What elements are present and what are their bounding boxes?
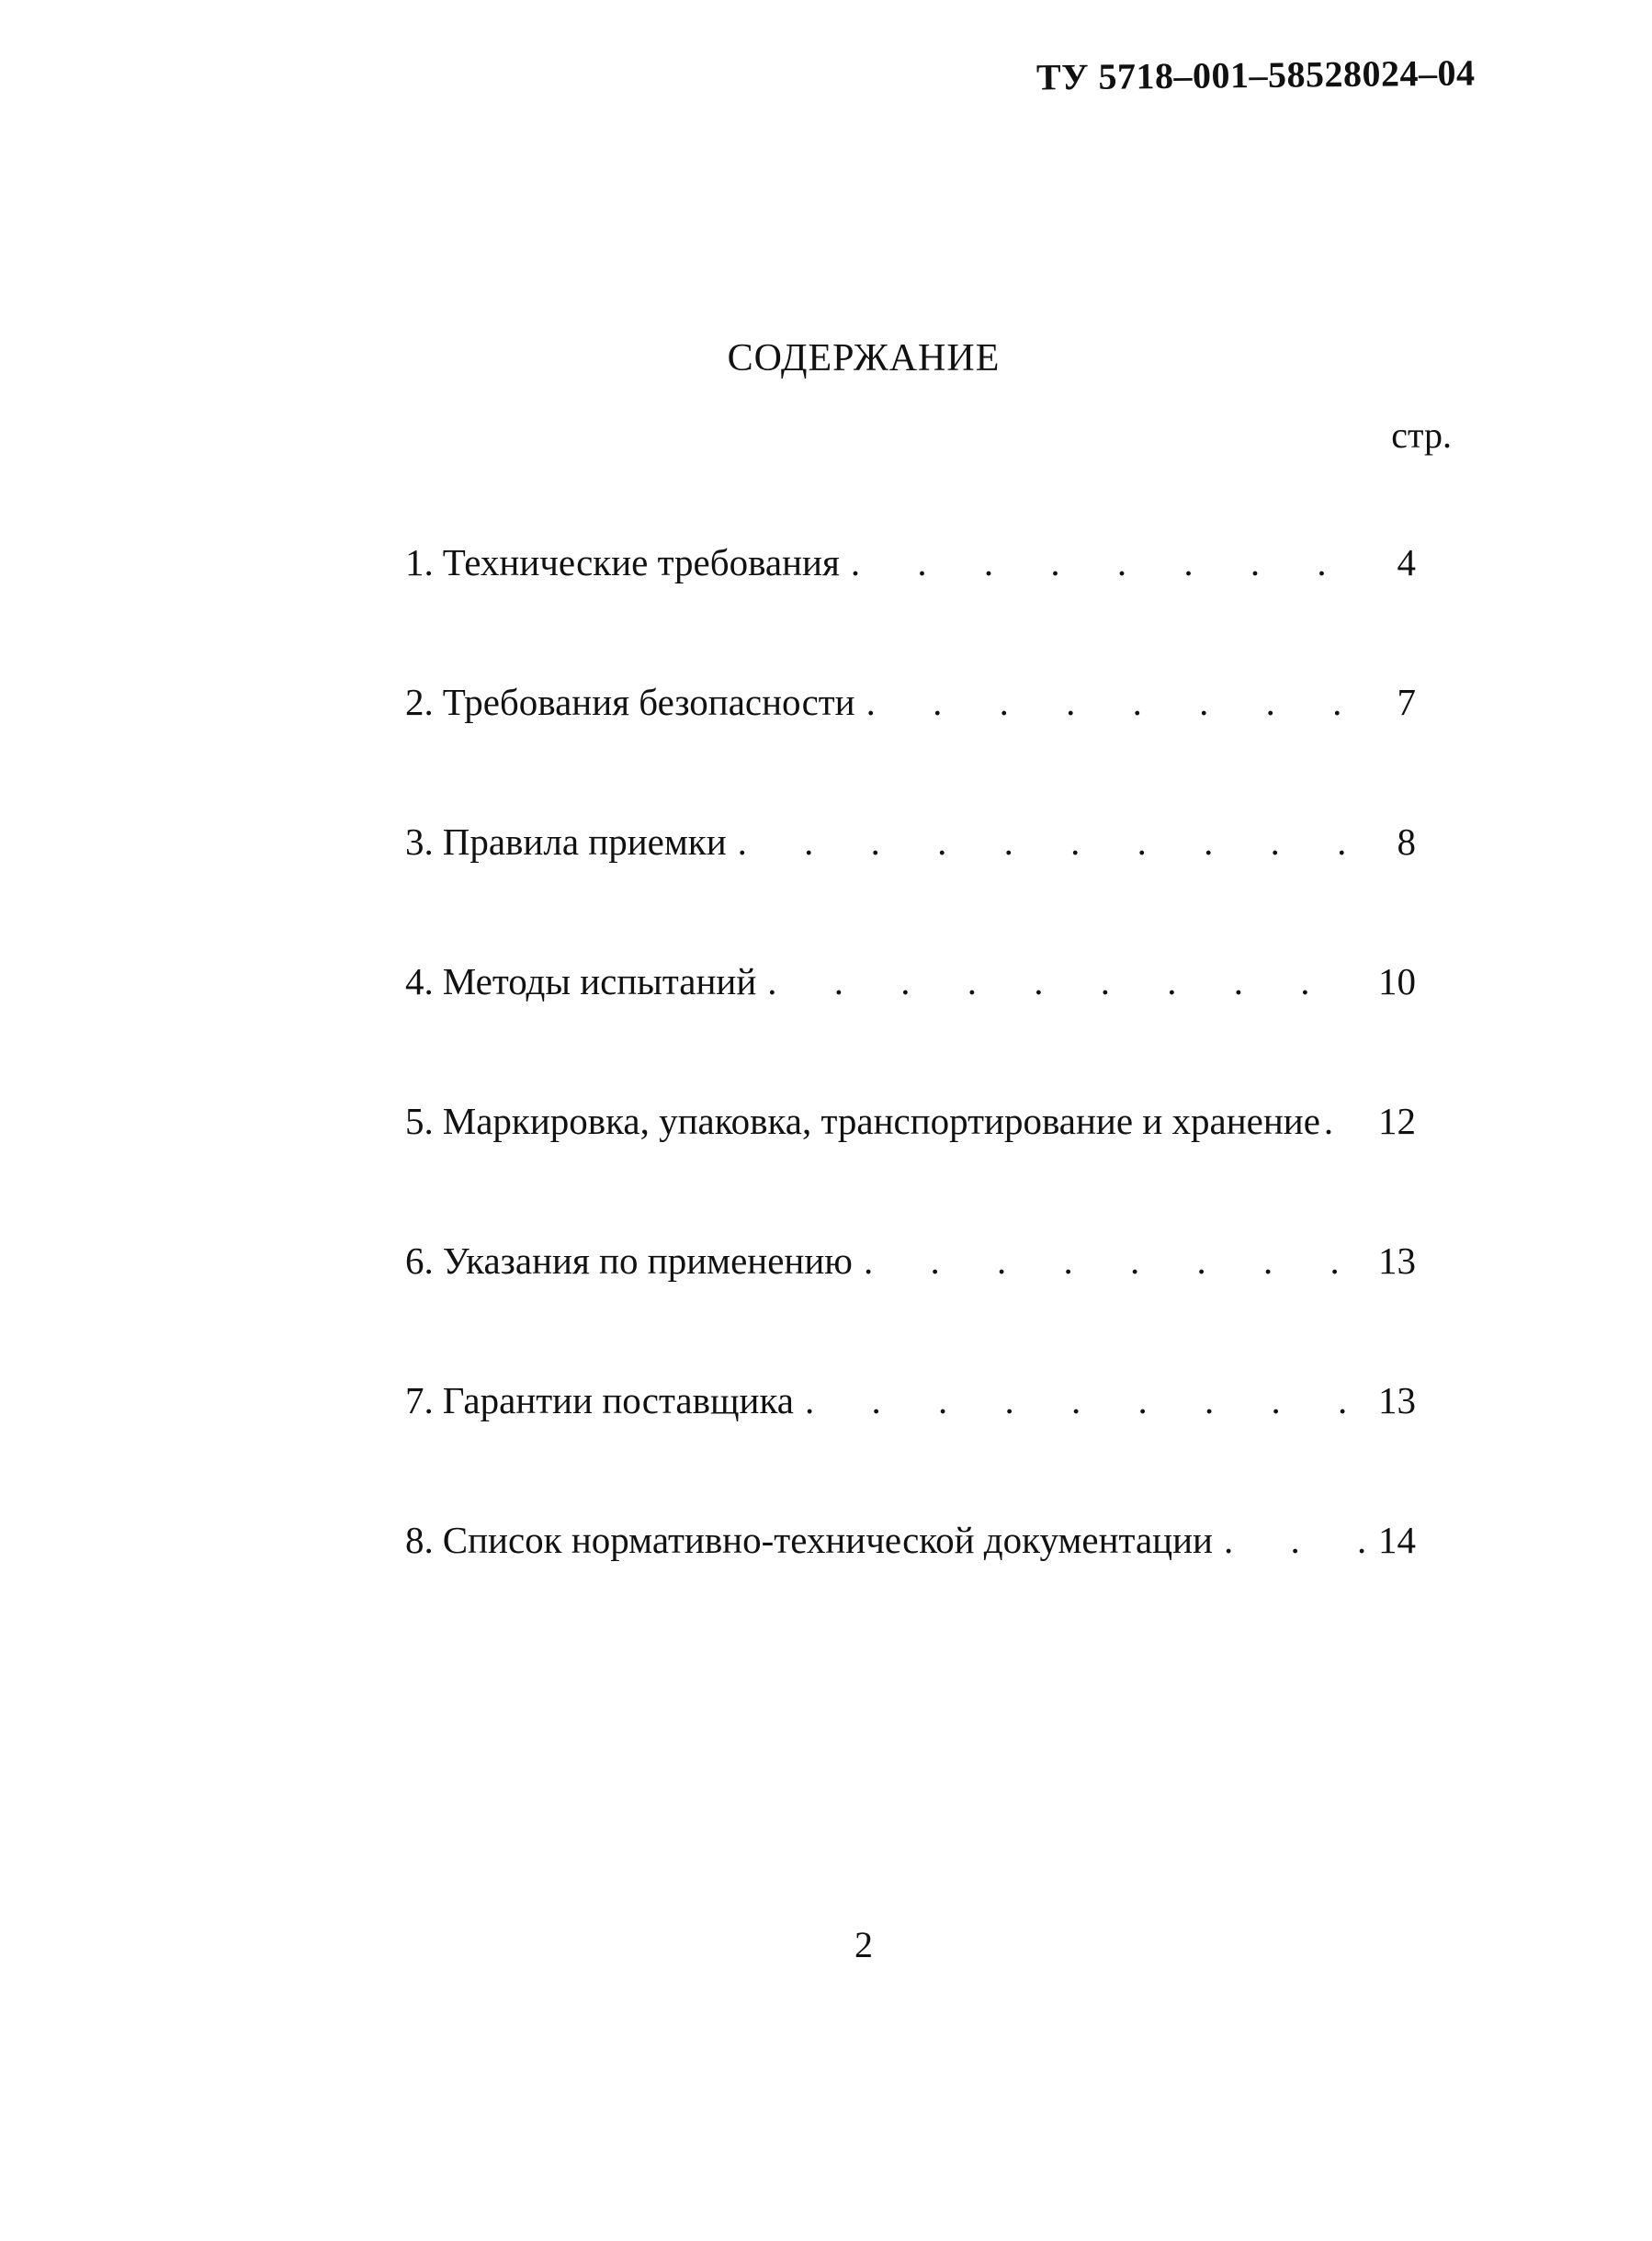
dot-leader — [805, 1378, 1368, 1422]
toc-entry — [405, 540, 1416, 680]
toc-entry-page: 10 — [1378, 960, 1416, 1002]
dot-leader — [1224, 1518, 1368, 1562]
page-column-label: стр. — [1391, 414, 1452, 456]
toc-entry-page: 13 — [1378, 1379, 1416, 1421]
toc-entry-label: Правила приемки — [442, 821, 727, 863]
toc-entry-number: 4. — [405, 960, 434, 1002]
toc-entry — [405, 959, 1416, 1099]
toc-entry-page: 12 — [1378, 1100, 1416, 1142]
toc-entry-page: 14 — [1378, 1519, 1416, 1561]
toc-entry-number: 8. — [405, 1519, 434, 1561]
toc-entry-number: 5. — [405, 1100, 434, 1142]
toc-entry-page: 13 — [1378, 1239, 1416, 1282]
toc-entry-label: Список нормативно-технической документации — [442, 1519, 1213, 1561]
toc-entry — [405, 1518, 1416, 1658]
toc-entry — [405, 680, 1416, 820]
toc-entry — [405, 1239, 1416, 1378]
dot-leader — [1324, 1099, 1370, 1143]
toc-entry-label: Методы испытаний — [442, 960, 757, 1002]
toc-entry-number: 6. — [405, 1239, 434, 1282]
dot-leader — [866, 680, 1368, 724]
page-number: 2 — [854, 1924, 873, 1965]
toc-entry-number: 2. — [405, 681, 434, 723]
toc-title: СОДЕРЖАНИЕ — [727, 337, 1001, 379]
toc-entry-label: Маркировка, упаковка, транспортирование и хранение — [442, 1100, 1320, 1142]
toc-entry-label: Гарантии поставщика — [442, 1379, 794, 1421]
toc-entry-number: 1. — [405, 541, 434, 583]
document-code: ТУ 5718–001–58528024–04 — [1036, 51, 1477, 98]
toc-entry-label: Требования безопасности — [442, 681, 855, 723]
dot-leader — [738, 820, 1368, 864]
toc-entry-number: 7. — [405, 1379, 434, 1421]
dot-leader — [851, 540, 1368, 584]
toc-entry-page: 8 — [1397, 821, 1416, 863]
dot-leader — [767, 959, 1368, 1003]
toc-entry-page: 4 — [1397, 541, 1416, 583]
toc-entry — [405, 1378, 1416, 1518]
toc-entry — [405, 820, 1416, 959]
toc-entry-number: 3. — [405, 821, 434, 863]
dot-leader — [864, 1239, 1368, 1283]
toc-entry-label: Технические требования — [442, 541, 840, 583]
toc-entry-page: 7 — [1397, 681, 1416, 723]
toc-entry — [405, 1099, 1416, 1239]
table-of-contents — [405, 540, 1416, 1658]
toc-entry-label: Указания по применению — [442, 1239, 853, 1282]
